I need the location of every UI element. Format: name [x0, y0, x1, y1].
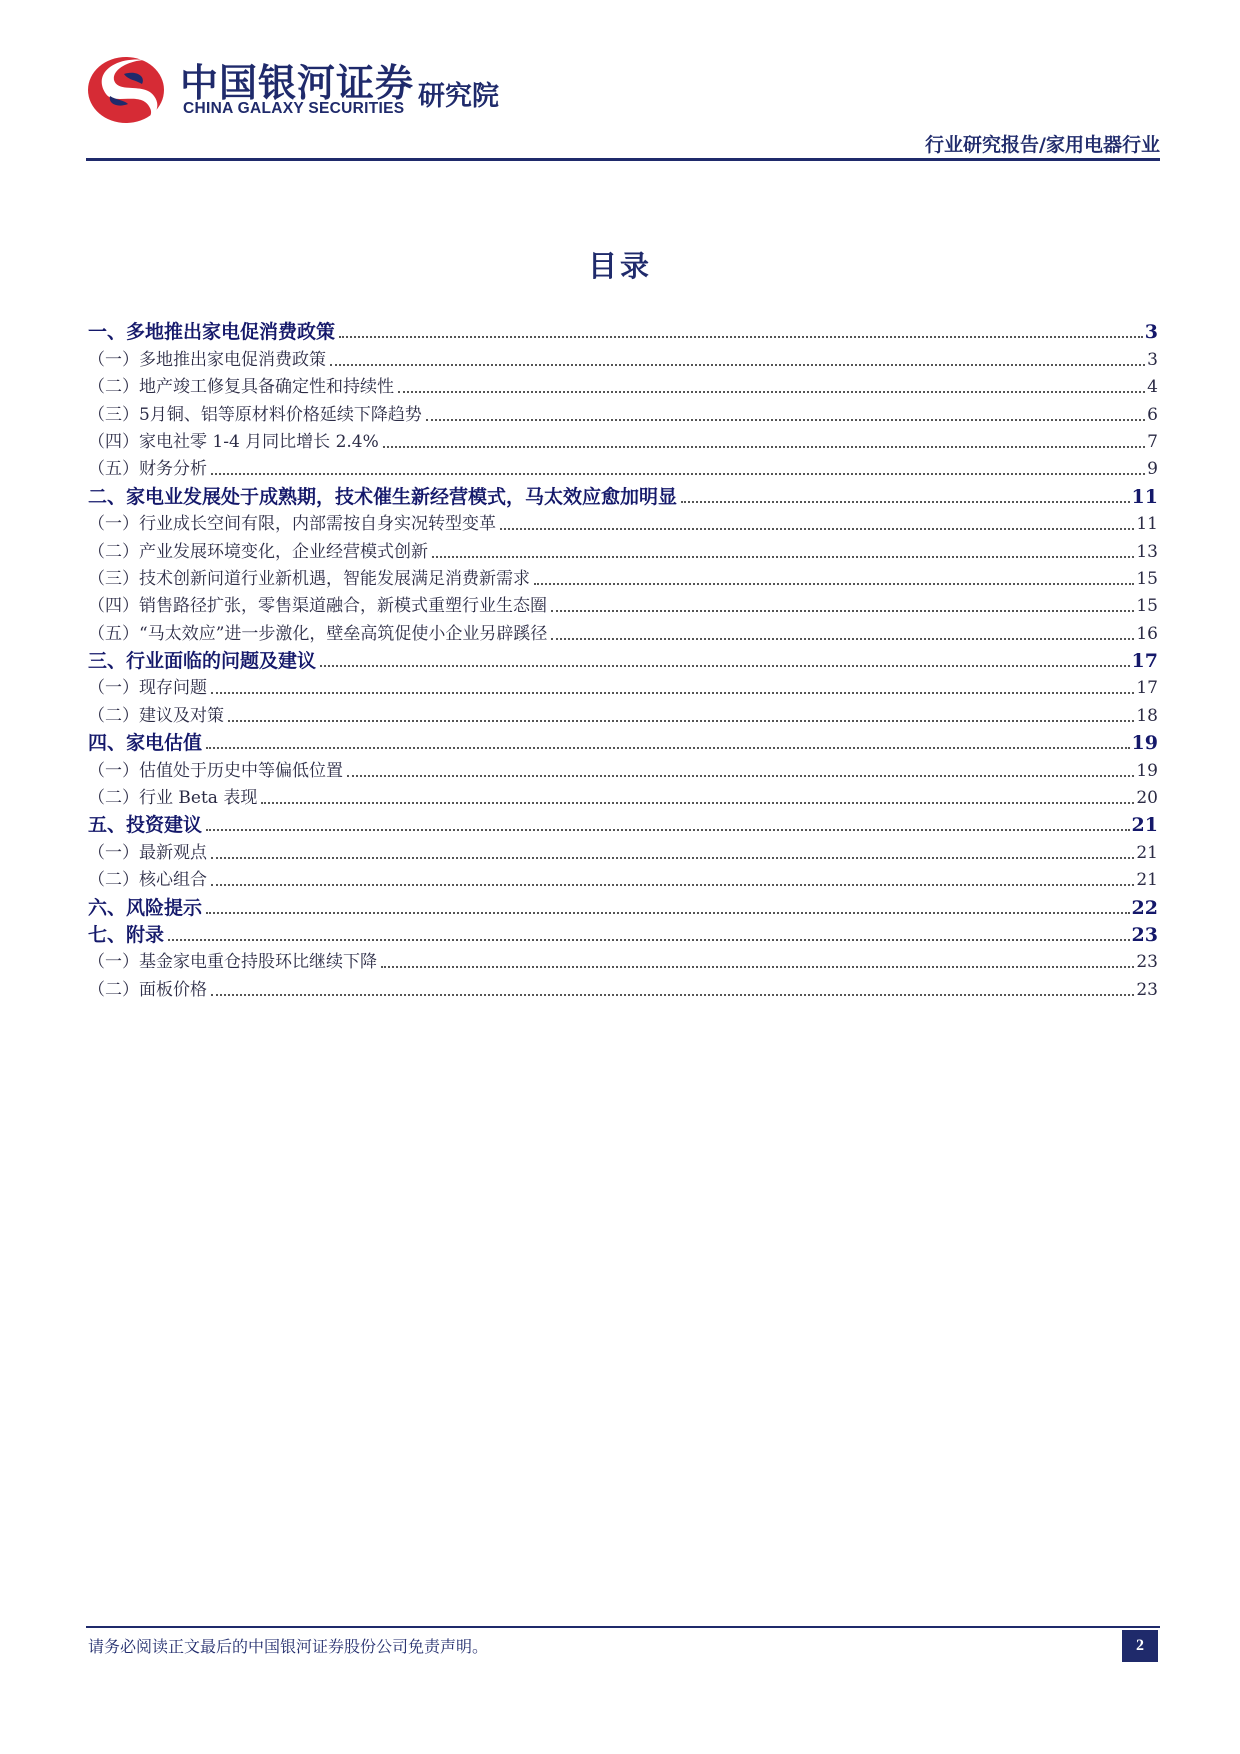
- toc-entry-title: （二）产业发展环境变化，企业经营模式创新: [88, 541, 428, 562]
- brand-institute: 研究院: [418, 81, 499, 112]
- toc-subsection-entry[interactable]: [88, 754, 1158, 781]
- toc-entry-title: （五）“马太效应”进一步激化，壁垒高筑促使小企业另辟蹊径: [88, 623, 548, 644]
- toc-page-number: 11: [1136, 514, 1158, 535]
- toc-section-entry[interactable]: [88, 891, 1158, 918]
- toc-entry-title: 四、家电估值: [88, 732, 203, 755]
- toc-dot-leader: [168, 938, 1130, 941]
- footer-divider: [86, 1626, 1160, 1628]
- toc-entry-title: （四）销售路径扩张，零售渠道融合，新模式重塑行业生态圈: [88, 596, 547, 617]
- toc-page-number: 13: [1136, 541, 1158, 562]
- table-of-contents: [88, 316, 1158, 1001]
- toc-entry-title: （二）核心组合: [88, 870, 207, 891]
- toc-dot-leader: [383, 445, 1145, 448]
- brand-name-chinese: 中国银河证券: [180, 61, 415, 105]
- toc-entry-title: （二）地产竣工修复具备确定性和持续性: [88, 377, 394, 398]
- toc-entry-title: （三）5月铜、铝等原材料价格延续下降趋势: [88, 404, 422, 425]
- toc-subsection-entry[interactable]: [88, 535, 1158, 562]
- toc-dot-leader: [211, 883, 1134, 886]
- toc-dot-leader: [330, 363, 1145, 366]
- toc-page-number: 21: [1136, 870, 1158, 891]
- toc-subsection-entry[interactable]: [88, 426, 1158, 453]
- toc-entry-title: 七、附录: [88, 923, 165, 946]
- toc-subsection-entry[interactable]: [88, 864, 1158, 891]
- toc-entry-title: 三、行业面临的问题及建议: [88, 650, 317, 673]
- toc-dot-leader: [228, 719, 1134, 722]
- toc-entry-title: 二、家电业发展处于成熟期，技术催生新经营模式，马太效应愈加明显: [88, 485, 678, 508]
- toc-dot-leader: [347, 774, 1134, 777]
- toc-entry-title: （五）财务分析: [88, 459, 207, 480]
- toc-page-number: 3: [1144, 321, 1158, 344]
- toc-subsection-entry[interactable]: [88, 343, 1158, 370]
- toc-entry-title: （一）现存问题: [88, 678, 207, 699]
- toc-subsection-entry[interactable]: [88, 699, 1158, 726]
- toc-subsection-entry[interactable]: [88, 946, 1158, 973]
- toc-section-entry[interactable]: [88, 645, 1158, 672]
- toc-page-number: 22: [1131, 896, 1158, 919]
- toc-dot-leader: [398, 390, 1145, 393]
- toc-page-number: 15: [1136, 596, 1158, 617]
- toc-dot-leader: [211, 691, 1134, 694]
- toc-entry-title: 一、多地推出家电促消费政策: [88, 321, 336, 344]
- toc-page-number: 19: [1131, 732, 1158, 755]
- toc-dot-leader: [500, 527, 1134, 530]
- toc-dot-leader: [681, 500, 1130, 503]
- toc-entry-title: （四）家电社零 1-4 月同比增长 2.4%: [88, 431, 379, 452]
- toc-subsection-entry[interactable]: [88, 836, 1158, 863]
- toc-entry-title: （二）行业 Beta 表现: [88, 788, 258, 809]
- page-number: 2: [1122, 1630, 1158, 1662]
- toc-page-number: 15: [1136, 568, 1158, 589]
- toc-dot-leader: [320, 664, 1130, 667]
- toc-entry-title: 五、投资建议: [88, 814, 203, 837]
- toc-section-entry[interactable]: [88, 727, 1158, 754]
- toc-page-number: 6: [1147, 404, 1158, 425]
- toc-dot-leader: [211, 856, 1134, 859]
- toc-entry-title: （三）技术创新问道行业新机遇，智能发展满足消费新需求: [88, 568, 530, 589]
- toc-dot-leader: [261, 801, 1134, 804]
- header-divider: [86, 158, 1160, 161]
- toc-dot-leader: [432, 555, 1134, 558]
- toc-page-number: 18: [1136, 705, 1158, 726]
- toc-page-number: 17: [1136, 678, 1158, 699]
- toc-subsection-entry[interactable]: [88, 508, 1158, 535]
- toc-subsection-entry[interactable]: [88, 563, 1158, 590]
- disclaimer: 请务必阅读正文最后的中国银河证券股份公司免责声明。: [88, 1637, 489, 1656]
- toc-entry-title: （一）基金家电重仓持股环比继续下降: [88, 952, 377, 973]
- toc-dot-leader: [206, 911, 1130, 914]
- toc-dot-leader: [534, 582, 1134, 585]
- brand-name-english: CHINA GALAXY SECURITIES: [183, 100, 405, 117]
- toc-page-number: 11: [1131, 485, 1158, 508]
- toc-section-entry[interactable]: [88, 480, 1158, 507]
- toc-page-number: 17: [1131, 650, 1158, 673]
- toc-page-number: 21: [1136, 842, 1158, 863]
- report-type: 行业研究报告/家用电器行业: [925, 134, 1160, 156]
- toc-entry-title: （一）最新观点: [88, 842, 207, 863]
- toc-dot-leader: [211, 472, 1145, 475]
- toc-dot-leader: [551, 609, 1134, 612]
- toc-page-number: 7: [1147, 431, 1158, 452]
- toc-page-number: 19: [1136, 760, 1158, 781]
- toc-dot-leader: [339, 335, 1143, 338]
- toc-subsection-entry[interactable]: [88, 782, 1158, 809]
- toc-entry-title: （一）多地推出家电促消费政策: [88, 349, 326, 370]
- toc-entry-title: （二）建议及对策: [88, 705, 224, 726]
- toc-dot-leader: [211, 993, 1134, 996]
- toc-subsection-entry[interactable]: [88, 371, 1158, 398]
- toc-section-entry[interactable]: [88, 809, 1158, 836]
- toc-dot-leader: [551, 637, 1134, 640]
- toc-page-number: 3: [1147, 349, 1158, 370]
- toc-subsection-entry[interactable]: [88, 398, 1158, 425]
- toc-subsection-entry[interactable]: [88, 672, 1158, 699]
- toc-page-number: 23: [1131, 923, 1158, 946]
- toc-page-number: 20: [1136, 788, 1158, 809]
- toc-entry-title: 六、风险提示: [88, 896, 203, 919]
- toc-dot-leader: [206, 746, 1130, 749]
- toc-subsection-entry[interactable]: [88, 973, 1158, 1000]
- galaxy-logo-icon: [84, 50, 174, 130]
- toc-page-number: 9: [1147, 459, 1158, 480]
- page-title: 目录: [587, 249, 652, 283]
- toc-subsection-entry[interactable]: [88, 453, 1158, 480]
- toc-dot-leader: [426, 418, 1145, 421]
- toc-page-number: 21: [1131, 814, 1158, 837]
- toc-subsection-entry[interactable]: [88, 590, 1158, 617]
- toc-dot-leader: [381, 965, 1134, 968]
- toc-section-entry[interactable]: [88, 919, 1158, 946]
- toc-entry-title: （一）估值处于历史中等偏低位置: [88, 760, 343, 781]
- toc-section-entry[interactable]: [88, 316, 1158, 343]
- toc-dot-leader: [206, 828, 1130, 831]
- toc-page-number: 4: [1147, 377, 1158, 398]
- toc-entry-title: （二）面板价格: [88, 979, 207, 1000]
- toc-entry-title: （一）行业成长空间有限，内部需按自身实况转型变革: [88, 514, 496, 535]
- toc-page-number: 16: [1136, 623, 1158, 644]
- toc-page-number: 23: [1136, 979, 1158, 1000]
- toc-subsection-entry[interactable]: [88, 617, 1158, 644]
- toc-page-number: 23: [1136, 952, 1158, 973]
